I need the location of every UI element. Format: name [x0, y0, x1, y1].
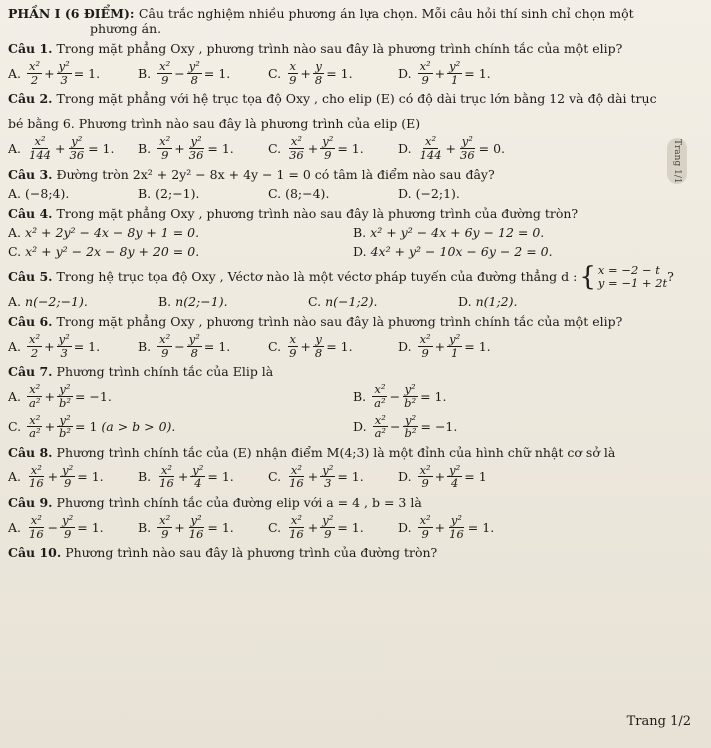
option-b[interactable]: B. $\frac{\text{x²}}{9}$ + $\frac{\text{y²}}{16}$ = 1.	[138, 513, 234, 541]
question-8-options	[8, 464, 701, 490]
option-c[interactable]: C. x² + y² − 2x − 8y + 20 = 0.	[8, 243, 200, 259]
section-title: PHẦN I (6 ĐIỂM):	[8, 6, 135, 21]
question-1: Câu 1. Trong mặt phẳng Oxy , phương trình nào sau đây là phương trình chính tắc của một elip? A. $\frac{\text{x²}}{2}$ + $\frac{\text{y²}}{3}$ = 1. B. $\frac{\text{x²}}{9}$ − $\frac{\text{y²}}{8}$ = 1. C. $\frac{x}{9}$ + $\frac{y}{8}$ = 1. D. $\frac{\text{x²}}{9}$ + $\frac{\text{y²}}{1}$ = 1.	[8, 41, 701, 86]
option-d[interactable]: D. (−2;1).	[398, 185, 460, 201]
question-6: Câu 6. Trong mặt phẳng Oxy , phương trình nào sau đây là phương trình chính tắc của một elip? A. $\frac{\text{x²}}{2}$ + $\frac{\text{y²}}{3}$ = 1. B. $\frac{\text{x²}}{9}$ − $\frac{\text{y²}}{8}$ = 1. C. $\frac{x}{9}$ + $\frac{y}{8}$ = 1. D. $\frac{\text{x²}}{9}$ + $\frac{\text{y²}}{1}$ = 1.	[8, 314, 701, 359]
option-d[interactable]: D. 4x² + y² − 10x − 6y − 2 = 0.	[353, 243, 553, 259]
option-a[interactable]: A. $\frac{\text{x²}}{16}$ − $\frac{\text{y²}}{9}$ = 1.	[8, 513, 104, 541]
option-a[interactable]: A. $\frac{\text{x²}}{2}$ + $\frac{\text{y²}}{3}$ = 1.	[8, 59, 101, 87]
question-7: Câu 7. Phương trình chính tắc của Elip là A. $\frac{\text{x²}}{\text{a²}}$ + $\frac{\text{y²}}{\text{b²}}$ = −1. B. $\frac{\text{x²}}{\text{a²}}$ − $\frac{\text{y²}}{\text{b²}}$ = 1. C. $\frac{\text{x²}}{\text{a²}}$ + $\frac{\text{y²}}{\text{b²}}$ = 1 (a > b > 0). D. $\frac{\text{x²}}{\text{a²}}$ − $\frac{\text{y²}}{\text{b²}}$ = −1.	[8, 364, 701, 440]
option-a[interactable]: A. x² + 2y² − 4x − 8y + 1 = 0.	[8, 224, 200, 240]
question-2: Câu 2. Trong mặt phẳng với hệ trục tọa độ Oxy , cho elip (E) có độ dài trục lớn bằng 12 và độ dài trục bé bằng 6. Phương trình nào sau đây là phương trình của elip (E) A. $\frac{\text{x²}}{144}$ + $\frac{\text{y²}}{36}$ = 1. B. $\frac{\text{x²}}{9}$ + $\frac{\text{y²}}{36}$ = 1. C. $\frac{\text{x²}}{36}$ + $\frac{\text{y²}}{9}$ = 1. D. $\frac{\text{x²}}{144}$ + $\frac{\text{y²}}{36}$ = 0.	[8, 91, 701, 161]
section-instructions: Câu trắc nghiệm nhiều phương án lựa chọn. Mỗi câu hỏi thí sinh chỉ chọn một	[138, 6, 634, 21]
option-d[interactable]: D. n(1;2).	[458, 294, 518, 309]
option-c[interactable]: C. $\frac{\text{x²}}{16}$ + $\frac{\text{y²}}{3}$ = 1.	[268, 462, 364, 491]
option-b[interactable]: B. (2;−1).	[138, 185, 200, 201]
option-c[interactable]: C. $\frac{x}{9}$ + $\frac{y}{8}$ = 1.	[268, 59, 353, 87]
option-b[interactable]: B. $\frac{\text{x²}}{\text{a²}}$ − $\frac{\text{y²}}{\text{b²}}$ = 1.	[353, 382, 447, 410]
option-a[interactable]: A. (−8;4).	[8, 185, 70, 201]
option-d[interactable]: D. $\frac{\text{x²}}{9}$ + $\frac{\text{y²}}{1}$ = 1.	[398, 332, 491, 360]
option-b[interactable]: B. $\frac{\text{x²}}{9}$ − $\frac{\text{y²}}{8}$ = 1.	[138, 332, 231, 360]
question-1-options	[8, 60, 701, 86]
option-c[interactable]: C. $\frac{\text{x²}}{16}$ + $\frac{\text{y²}}{9}$ = 1.	[268, 513, 364, 541]
option-c[interactable]: C. (8;−4).	[268, 185, 330, 201]
section-instructions-cont: phương án.	[90, 21, 162, 36]
option-b[interactable]: B. $\frac{\text{x²}}{9}$ + $\frac{\text{y²}}{36}$ = 1.	[138, 134, 234, 162]
section-header	[8, 6, 701, 36]
question-2-options	[8, 135, 701, 161]
option-b[interactable]: B. n(2;−1).	[158, 294, 228, 309]
question-9-options	[8, 514, 701, 540]
option-d[interactable]: D. $\frac{\text{x²}}{9}$ + $\frac{\text{y²}}{16}$ = 1.	[398, 513, 495, 541]
question-4: Câu 4. Trong mặt phẳng Oxy , phương trình nào sau đây là phương trình của đường tròn? A. x² + 2y² − 4x − 8y + 1 = 0. B. x² + y² − 4x + 6y − 12 = 0. C. x² + y² − 2x − 8y + 20 = 0. D. 4x² + y² − 10x − 6y − 2 = 0.	[8, 206, 701, 259]
option-b[interactable]: B. x² + y² − 4x + 6y − 12 = 0.	[353, 224, 545, 240]
option-c[interactable]: C. $\frac{x}{9}$ + $\frac{y}{8}$ = 1.	[268, 332, 353, 360]
question-3-options	[8, 186, 701, 201]
option-c[interactable]: C. $\frac{\text{x²}}{\text{a²}}$ + $\frac{\text{y²}}{\text{b²}}$ = 1 (a > b > 0).	[8, 412, 176, 441]
page-side-tab: Trang 1/1	[667, 138, 687, 184]
question-8: Câu 8. Phương trình chính tắc của (E) nhận điểm M(4;3) là một đỉnh của hình chữ nhật cơ sở là A. $\frac{\text{x²}}{16}$ + $\frac{\text{y²}}{9}$ = 1. B. $\frac{\text{x²}}{16}$ + $\frac{\text{y²}}{4}$ = 1. C. $\frac{\text{x²}}{16}$ + $\frac{\text{y²}}{3}$ = 1. D. $\frac{\text{x²}}{9}$ + $\frac{\text{y²}}{4}$ = 1	[8, 445, 701, 490]
option-c[interactable]: C. $\frac{\text{x²}}{36}$ + $\frac{\text{y²}}{9}$ = 1.	[268, 134, 364, 162]
question-5-options	[8, 294, 701, 309]
question-9: Câu 9. Phương trình chính tắc của đường elip với a = 4 , b = 3 là A. $\frac{\text{x²}}{16}$ − $\frac{\text{y²}}{9}$ = 1. B. $\frac{\text{x²}}{9}$ + $\frac{\text{y²}}{16}$ = 1. C. $\frac{\text{x²}}{16}$ + $\frac{\text{y²}}{9}$ = 1. D. $\frac{\text{x²}}{9}$ + $\frac{\text{y²}}{16}$ = 1.	[8, 495, 701, 540]
option-b[interactable]: B. $\frac{\text{x²}}{9}$ − $\frac{\text{y²}}{8}$ = 1.	[138, 59, 231, 87]
option-a[interactable]: A. $\frac{\text{x²}}{16}$ + $\frac{\text{y²}}{9}$ = 1.	[8, 462, 104, 491]
option-d[interactable]: D. $\frac{\text{x²}}{9}$ + $\frac{\text{y²}}{1}$ = 1.	[398, 59, 491, 87]
option-d[interactable]: D. $\frac{\text{x²}}{\text{a²}}$ − $\frac{\text{y²}}{\text{b²}}$ = −1.	[353, 412, 458, 441]
option-a[interactable]: A. $\frac{\text{x²}}{2}$ + $\frac{\text{y²}}{3}$ = 1.	[8, 332, 101, 360]
option-b[interactable]: B. $\frac{\text{x²}}{16}$ + $\frac{\text{y²}}{4}$ = 1.	[138, 462, 234, 491]
question-10: Câu 10. Phương trình nào sau đây là phương trình của đường tròn?	[8, 545, 438, 561]
page-number: Trang 1/2	[626, 714, 691, 730]
question-6-options	[8, 333, 701, 359]
line-system: { x = −2 − t y = −1 + 2t	[579, 261, 668, 292]
option-d[interactable]: D. $\frac{\text{x²}}{9}$ + $\frac{\text{y²}}{4}$ = 1	[398, 462, 487, 491]
option-a[interactable]: A. $\frac{\text{x²}}{144}$ + $\frac{\text{y²}}{36}$ = 1.	[8, 134, 115, 162]
option-a[interactable]: A. $\frac{\text{x²}}{\text{a²}}$ + $\frac{\text{y²}}{\text{b²}}$ = −1.	[8, 382, 112, 410]
option-a[interactable]: A. n(−2;−1).	[8, 294, 88, 309]
question-3: Câu 3. Đường tròn 2x² + 2y² − 8x + 4y − 1 = 0 có tâm là điểm nào sau đây? A. (−8;4). B. (2;−1). C. (8;−4). D. (−2;1).	[8, 167, 701, 201]
option-d[interactable]: D. $\frac{\text{x²}}{144}$ + $\frac{\text{y²}}{36}$ = 0.	[398, 134, 506, 162]
option-c[interactable]: C. n(−1;2).	[308, 294, 378, 309]
question-5: Câu 5. Trong hệ trục tọa độ Oxy , Véctơ nào là một véctơ pháp tuyến của đường thẳng d : { x = −2 − t y = −1 + 2t ? A. n(−2;−1). B. n(2;−1). C. n(−1;2). D. n(1;2).	[8, 264, 701, 309]
